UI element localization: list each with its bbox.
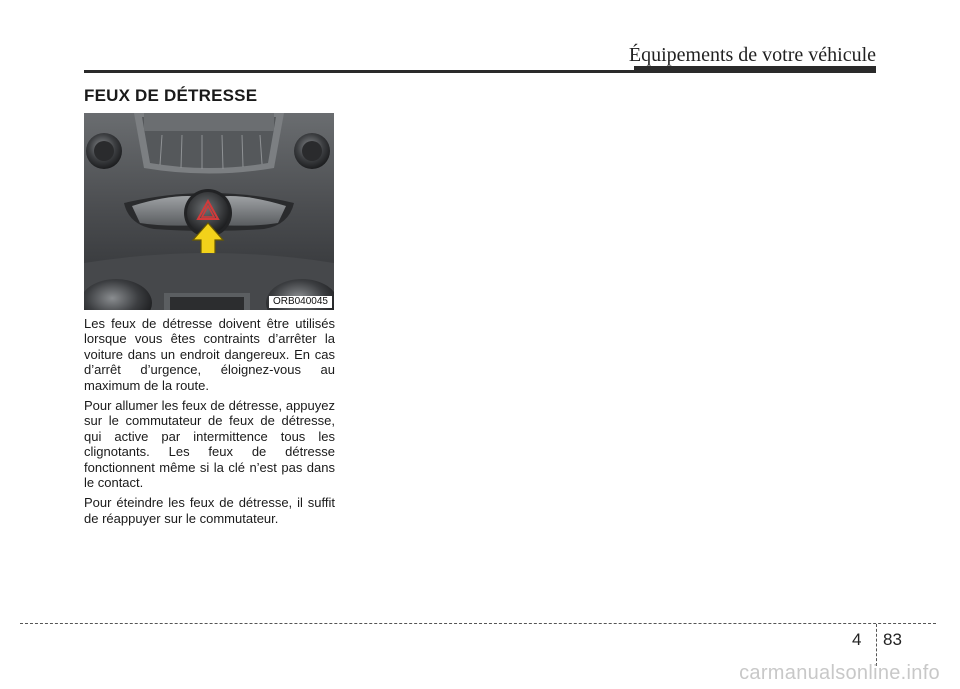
- header-rule-accent: [634, 66, 876, 73]
- watermark: carmanualsonline.info: [739, 662, 940, 684]
- section-title: FEUX DE DÉTRESSE: [84, 86, 258, 105]
- hazard-figure: [84, 113, 334, 310]
- body-text: [84, 316, 335, 531]
- console-illustration: [84, 113, 334, 310]
- page-number: 83: [883, 630, 902, 649]
- paragraph-hazard-usage: Les feux de détresse doivent être utilisés lorsque vous êtes contraints d’arrêter la voiture dans un endroit dangereux. En cas d’arrêt d’urgence, éloignez-vous au maximum de la route.: [84, 316, 335, 393]
- chapter-number: 4: [852, 630, 862, 649]
- figure-code-label: ORB040045: [269, 296, 332, 308]
- paragraph-hazard-on: Pour allumer les feux de détresse, appuyez sur le commutateur de feux de détresse, qui active par intermittence tous les clignotants. Les feux de détresse fonctionnent même si la clé n’est pas dans le contact.: [84, 398, 335, 491]
- paragraph-hazard-off: Pour éteindre les feux de détresse, il suffit de réappuyer sur le commutateur.: [84, 495, 335, 526]
- footer-rule: [20, 623, 936, 624]
- page-header-title: Équipements de votre véhicule: [628, 44, 876, 66]
- footer-divider: [876, 624, 877, 666]
